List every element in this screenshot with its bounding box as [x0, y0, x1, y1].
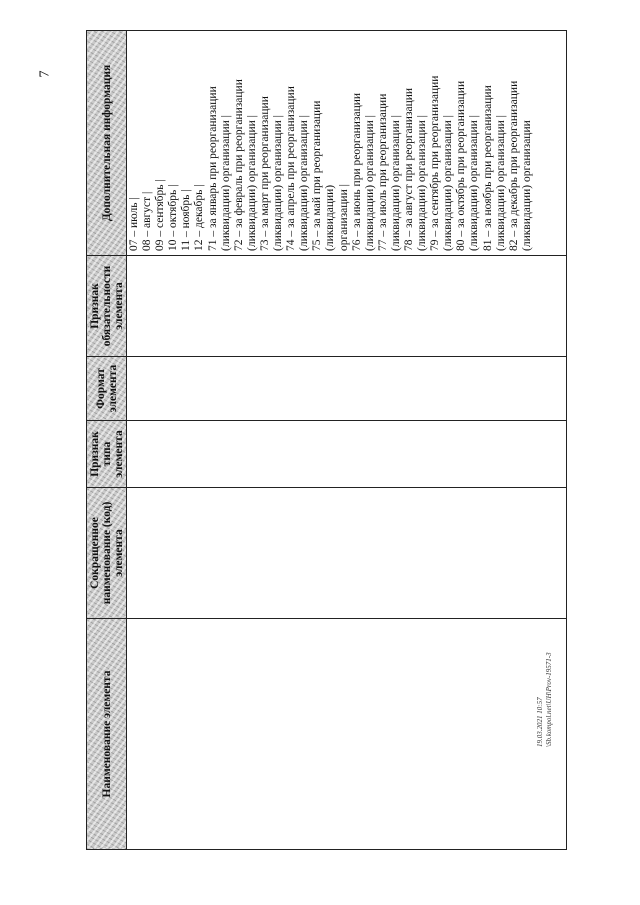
list-item: 77 – за июль при реорганизации (ликвидации) организации |: [376, 93, 402, 251]
header-element-name: Наименование элемента: [87, 619, 127, 850]
list-item: 81 – за ноябрь при реорганизации (ликвидации) организации |: [481, 85, 507, 251]
cell-additional-info: [127, 31, 567, 256]
header-element-required: Признак обязательности элемента: [87, 256, 127, 357]
cell-element-required: [127, 256, 567, 357]
cell-element-type: [127, 421, 567, 488]
header-additional-info: Дополнительная информация: [87, 31, 127, 256]
element-table-container: [86, 31, 567, 850]
list-item: 07 – июль |: [128, 197, 140, 251]
page-number: 7: [37, 70, 53, 78]
header-row: [87, 31, 127, 850]
list-item: 11 – ноябрь |: [180, 189, 193, 251]
stamp-date: 19.03.2021 10:57: [536, 697, 544, 747]
stamp-path: \Sb.kompol.net\UH\Prov-19571-3: [545, 652, 553, 747]
header-element-type: Признак типа элемента: [87, 421, 127, 488]
table-row: [127, 31, 567, 850]
list-item: 73 – за март при реорганизации (ликвидации) организации |: [258, 96, 285, 251]
list-item: 72 – за февраль при реорганизации (ликвидации) организации |: [232, 79, 258, 251]
additional-info-list: [128, 35, 534, 251]
element-table: [86, 30, 567, 850]
list-item: 09 – сентябрь |: [154, 179, 167, 251]
cell-element-format: [127, 357, 567, 421]
cell-element-code: [127, 488, 567, 619]
list-item: 74 – за апрель при реорганизации (ликвидации) организации |: [285, 86, 311, 251]
list-item: 75 – за май при реорганизации (ликвидации) организации |: [311, 100, 350, 251]
list-item: 82 – за декабрь при реорганизации (ликвидации) организации: [507, 80, 533, 251]
list-item: 12 – декабрь |: [193, 184, 206, 251]
cell-element-name: [127, 619, 567, 850]
list-item: 08 – август |: [141, 191, 154, 251]
list-item: 71 – за январь при реорганизации (ликвидации) организации |: [206, 86, 232, 251]
list-item: 78 – за август при реорганизации (ликвидации) организации |: [402, 87, 429, 251]
header-element-code: Сокращенное наименование (код) элемента: [87, 488, 127, 619]
list-item: 76 – за июнь при реорганизации (ликвидации) организации |: [350, 92, 376, 251]
list-item: 79 – за сентябрь при реорганизации (ликвидации) организации |: [429, 75, 455, 251]
list-item: 80 – за октябрь при реорганизации (ликвидации) организации |: [455, 80, 481, 251]
header-element-format: Формат элемента: [87, 357, 127, 421]
list-item: 10 – октябрь |: [167, 184, 180, 251]
